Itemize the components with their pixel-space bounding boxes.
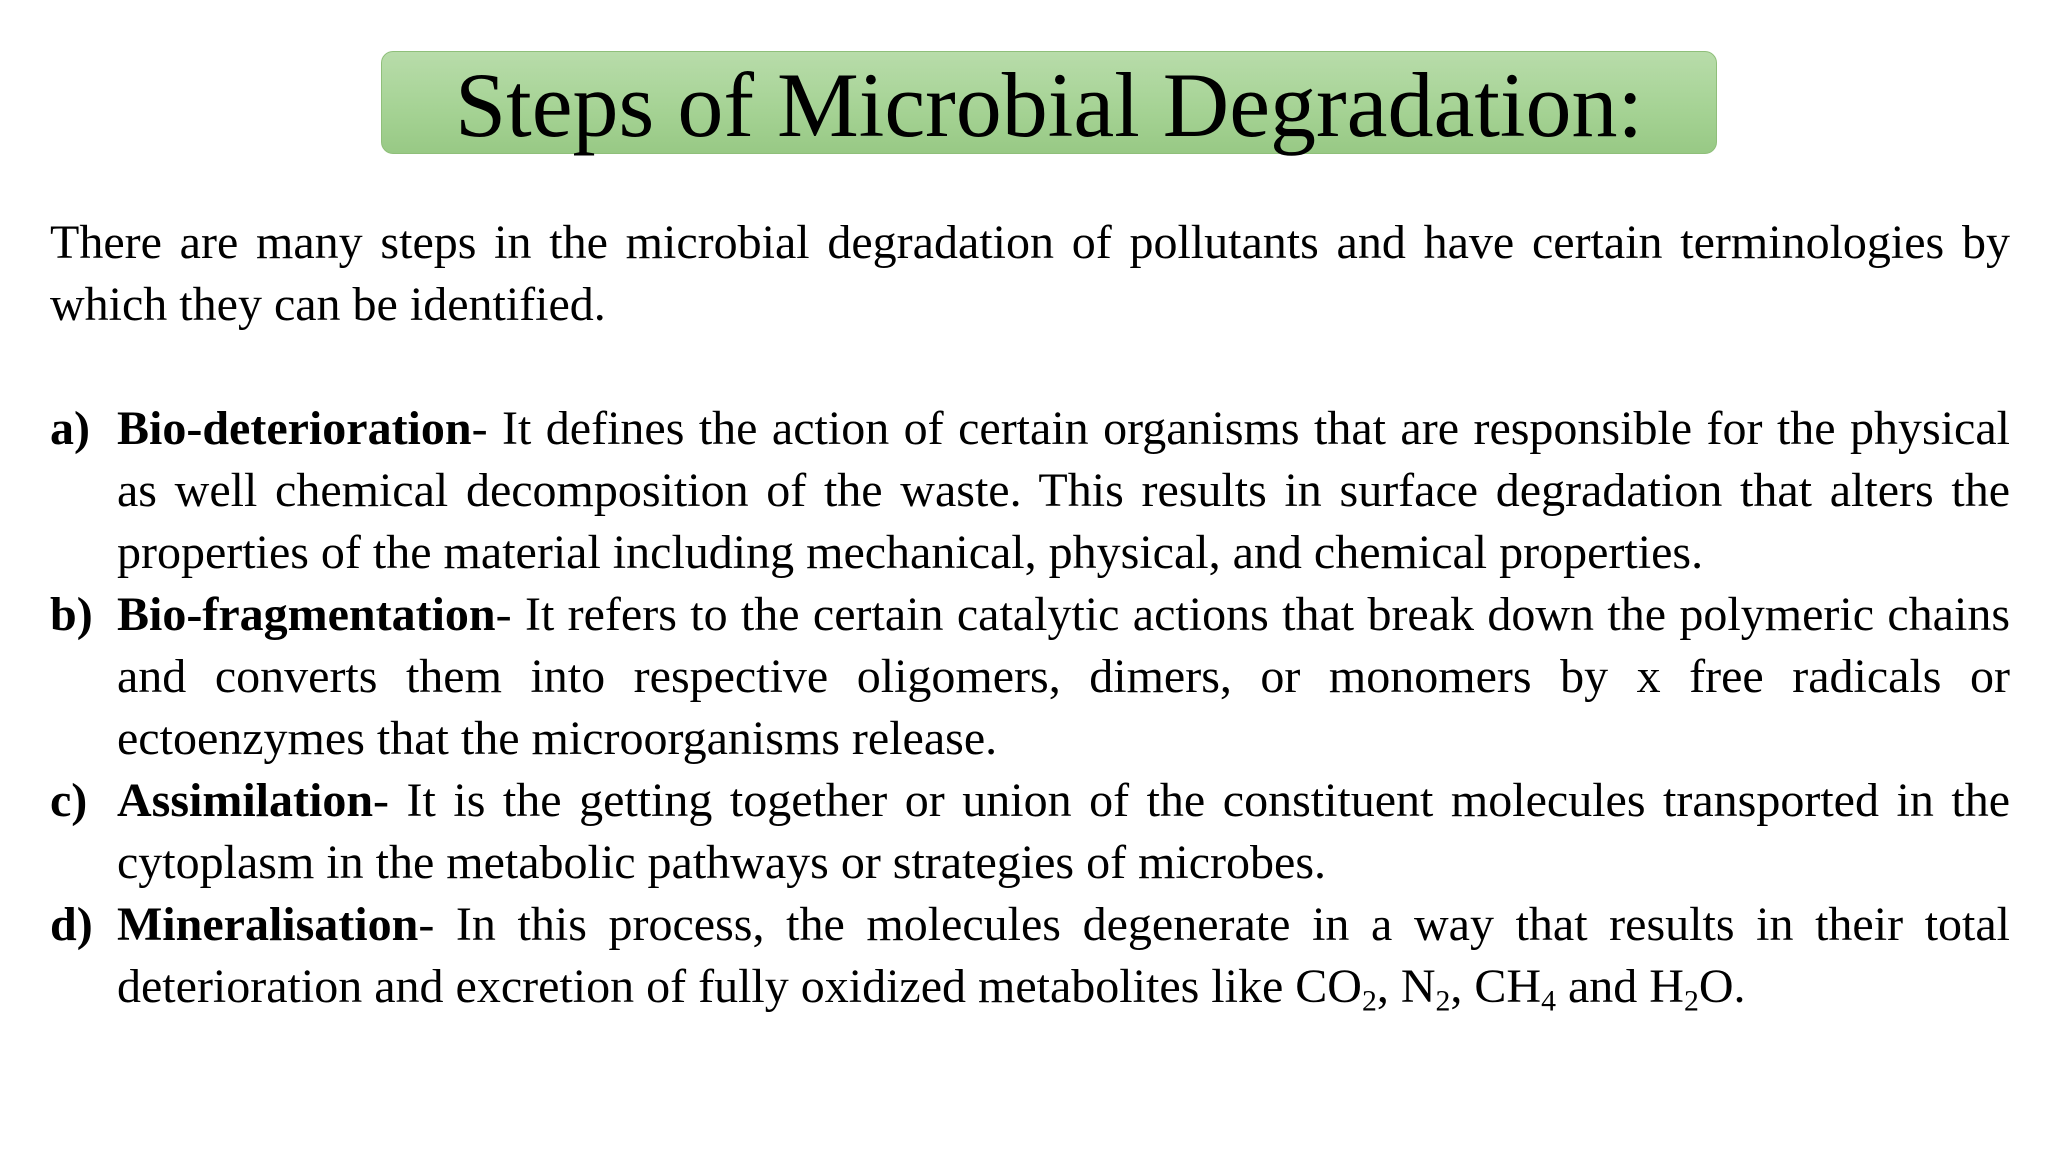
step-marker: a) [50, 402, 90, 455]
steps-list [50, 398, 2010, 1018]
step-marker: c) [50, 774, 88, 827]
step-description: - It is the getting together or union of the constituent molecules transported in the cytoplasm in the metabolic pathways or strategies of microbes. [117, 774, 2010, 889]
step-marker: d) [50, 898, 93, 951]
step-description: - In this process, the molecules degenerate in a way that results in their total deterioration and excretion of fully oxidized metabolites like [117, 898, 2010, 1013]
step-marker: b) [50, 588, 93, 641]
formula-n2: $N_2$, [1400, 960, 1475, 1018]
step-item-mineralisation [50, 894, 2010, 1018]
title-banner [381, 51, 1717, 154]
step-description: - It defines the action of certain organisms that are responsible for the physical as well chemical decomposition of the waste. This results in surface degradation that alters the properties of the material including mechanical, physical, and chemical properties. [117, 402, 2010, 579]
formula-ch4: $CH_4$ and [1474, 960, 1650, 1018]
step-description: - It refers to the certain catalytic actions that break down the polymeric chains and converts them into respective oligomers, dimers, or monomers by x free radicals or ectoenzymes that the microorganisms release. [117, 588, 2010, 765]
step-term: Bio-deterioration [117, 402, 472, 455]
formula-co2: $CO_2$, [1295, 960, 1401, 1018]
step-item-assimilation [50, 770, 2010, 894]
step-item-bio-fragmentation [50, 584, 2010, 770]
slide-title: Steps of Microbial Degradation: [454, 53, 1644, 156]
step-term: Bio-fragmentation [117, 588, 496, 641]
step-term: Mineralisation [117, 898, 419, 951]
intro-paragraph: There are many steps in the microbial degradation of pollutants and have certain terminologies by which they can be identified. [50, 216, 2010, 331]
formula-h2o: $H_2O$. [1649, 960, 1746, 1018]
step-term: Assimilation [117, 774, 374, 827]
step-item-bio-deterioration [50, 398, 2010, 584]
